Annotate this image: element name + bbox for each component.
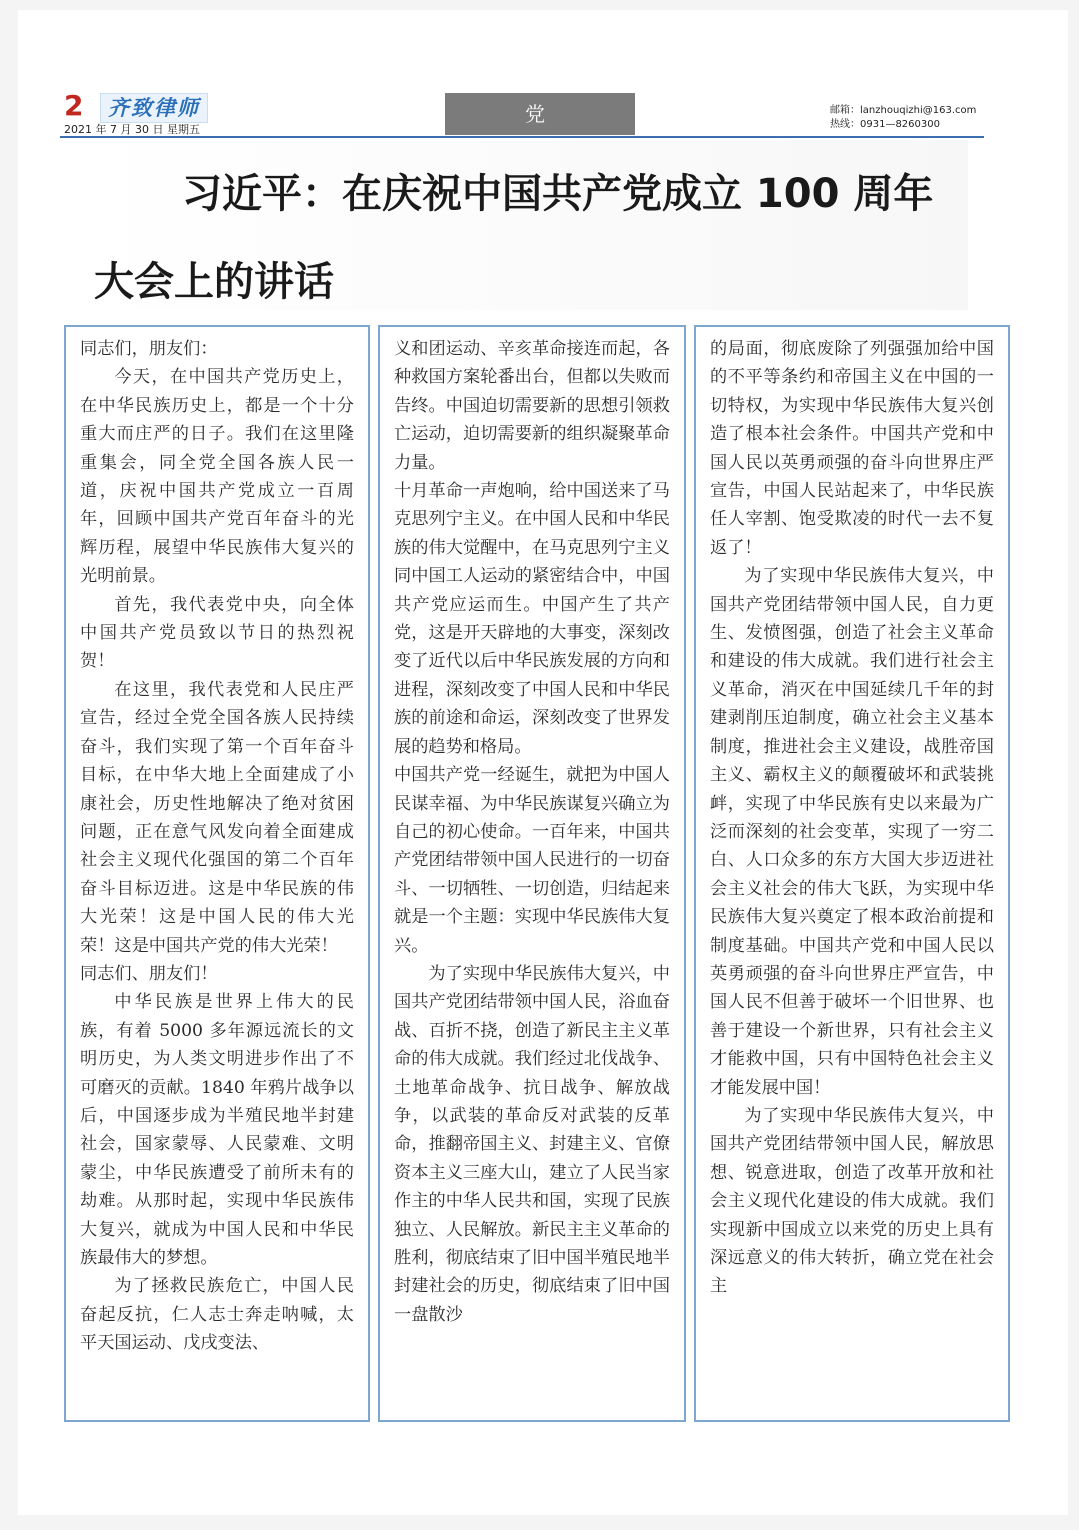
- article-paragraph: 十月革命一声炮响，给中国送来了马克思列宁主义。在中国人民和中华民族的伟大觉醒中，在马克思列宁主义同中国工人运动的紧密结合中，中国共产党应运而生。中国产生了共产党，这是开天辟地的大事变，深刻改变了近代以后中华民族发展的方向和进程，深刻改变了中国人民和中华民族的前途和命运，深刻改变了世界发展的趋势和格局。: [394, 481, 670, 757]
- contact-hotline: 热线：0931—8260300: [830, 119, 940, 130]
- article-paragraph: 为了实现中华民族伟大复兴，中国共产党团结带领中国人民，解放思想、锐意进取，创造了改革开放和社会主义现代化建设的伟大成就。我们实现新中国成立以来党的历史上具有深远意义的伟大转折，确立党在社会主: [710, 1105, 994, 1297]
- newspaper-logo: 齐致律师: [100, 93, 208, 123]
- article-paragraph: 今天，在中国共产党历史上，在中华民族历史上，都是一个十分重大而庄严的日子。我们在这里隆重集会，同全党全国各族人民一道，庆祝中国共产党成立一百周年，回顾中国共产党百年奋斗的光辉历程，展望中华民族伟大复兴的光明前景。: [80, 367, 354, 587]
- article-paragraph: 同志们、朋友们！: [80, 963, 218, 984]
- page-number: 2: [64, 89, 84, 122]
- issue-date: 2021 年 7 月 30 日 星期五: [64, 123, 200, 136]
- article-paragraph: 的局面，彻底废除了列强强加给中国的不平等条约和帝国主义在中国的一切特权，为实现中华民族伟大复兴创造了根本社会条件。中国共产党和中国人民以英勇顽强的奋斗向世界庄严宣告，中国人民站起来了，中华民族任人宰割、饱受欺凌的时代一去不复返了！: [710, 339, 994, 558]
- article-paragraph: 义和团运动、辛亥革命接连而起，各种救国方案轮番出台，但都以失败而告终。中国迫切需要新的思想引领救亡运动，迫切需要新的组织凝聚革命力量。: [394, 339, 670, 473]
- article-column-3: [694, 325, 1010, 1422]
- article-paragraph: 为了拯救民族危亡，中国人民奋起反抗，仁人志士奔走呐喊，太平天国运动、戊戌变法、: [80, 1276, 354, 1354]
- article-paragraph: 同志们，朋友们：: [80, 339, 218, 359]
- article-column-1: [64, 325, 370, 1422]
- article-title-line-1: 习近平：在庆祝中国共产党成立 100 周年: [182, 171, 934, 217]
- article-paragraph: 中华民族是世界上伟大的民族，有着 5000 多年源远流长的文明历史，为人类文明进步作出了不可磨灭的贡献。1840 年鸦片战争以后，中国逐步成为半殖民地半封建社会，国家蒙辱、人民蒙难、文明蒙尘，中华民族遭受了前所未有的劫难。从那时起，实现中华民族伟大复兴，就成为中国人民和中华民族最伟大的梦想。: [80, 992, 354, 1268]
- article-paragraph: 为了实现中华民族伟大复兴，中国共产党团结带领中国人民，浴血奋战、百折不挠，创造了新民主主义革命的伟大成就。我们经过北伐战争、土地革命战争、抗日战争、解放战争，以武装的革命反对武装的反革命，推翻帝国主义、封建主义、官僚资本主义三座大山，建立了人民当家作主的中华人民共和国，实现了民族独立、人民解放。新民主主义革命的胜利，彻底结束了旧中国半殖民地半封建社会的历史，彻底结束了旧中国一盘散沙: [394, 963, 670, 1325]
- section-label: 党: [445, 93, 635, 135]
- header-divider: [60, 136, 984, 138]
- article-paragraph: 中国共产党一经诞生，就把为中国人民谋幸福、为中华民族谋复兴确立为自己的初心使命。一百年来，中国共产党团结带领中国人民进行的一切奋斗、一切牺牲、一切创造，归结起来就是一个主题：实现中华民族伟大复兴。: [394, 765, 670, 956]
- article-column-2: [378, 325, 686, 1422]
- contact-email: 邮箱：lanzhouqizhi@163.com: [830, 105, 977, 116]
- article-paragraph: 在这里，我代表党和人民庄严宣告，经过全党全国各族人民持续奋斗，我们实现了第一个百年奋斗目标，在中华大地上全面建成了小康社会，历史性地解决了绝对贫困问题，正在意气风发向着全面建成社会主义现代化强国的第二个百年奋斗目标迈进。这是中华民族的伟大光荣！这是中国人民的伟大光荣！这是中国共产党的伟大光荣！: [80, 679, 354, 956]
- article-title-line-2: 大会上的讲话: [94, 259, 334, 305]
- article-paragraph: 为了实现中华民族伟大复兴，中国共产党团结带领中国人民，自力更生、发愤图强，创造了社会主义革命和建设的伟大成就。我们进行社会主义革命，消灭在中国延续几千年的封建剥削压迫制度，确立社会主义基本制度，推进社会主义建设，战胜帝国主义、霸权主义的颠覆破坏和武装挑衅，实现了中华民族有史以来最为广泛而深刻的社会变革，实现了一穷二白、人口众多的东方大国大步迈进社会主义社会的伟大飞跃，为实现中华民族伟大复兴奠定了根本政治前提和制度基础。中国共产党和中国人民以英勇顽强的奋斗向世界庄严宣告，中国人民不但善于破坏一个旧世界、也善于建设一个新世界，只有社会主义才能救中国，只有中国特色社会主义才能发展中国！: [710, 566, 994, 1098]
- article-paragraph: 首先，我代表党中央，向全体中国共产党员致以节日的热烈祝贺！: [80, 594, 354, 672]
- contact-info: [830, 104, 976, 132]
